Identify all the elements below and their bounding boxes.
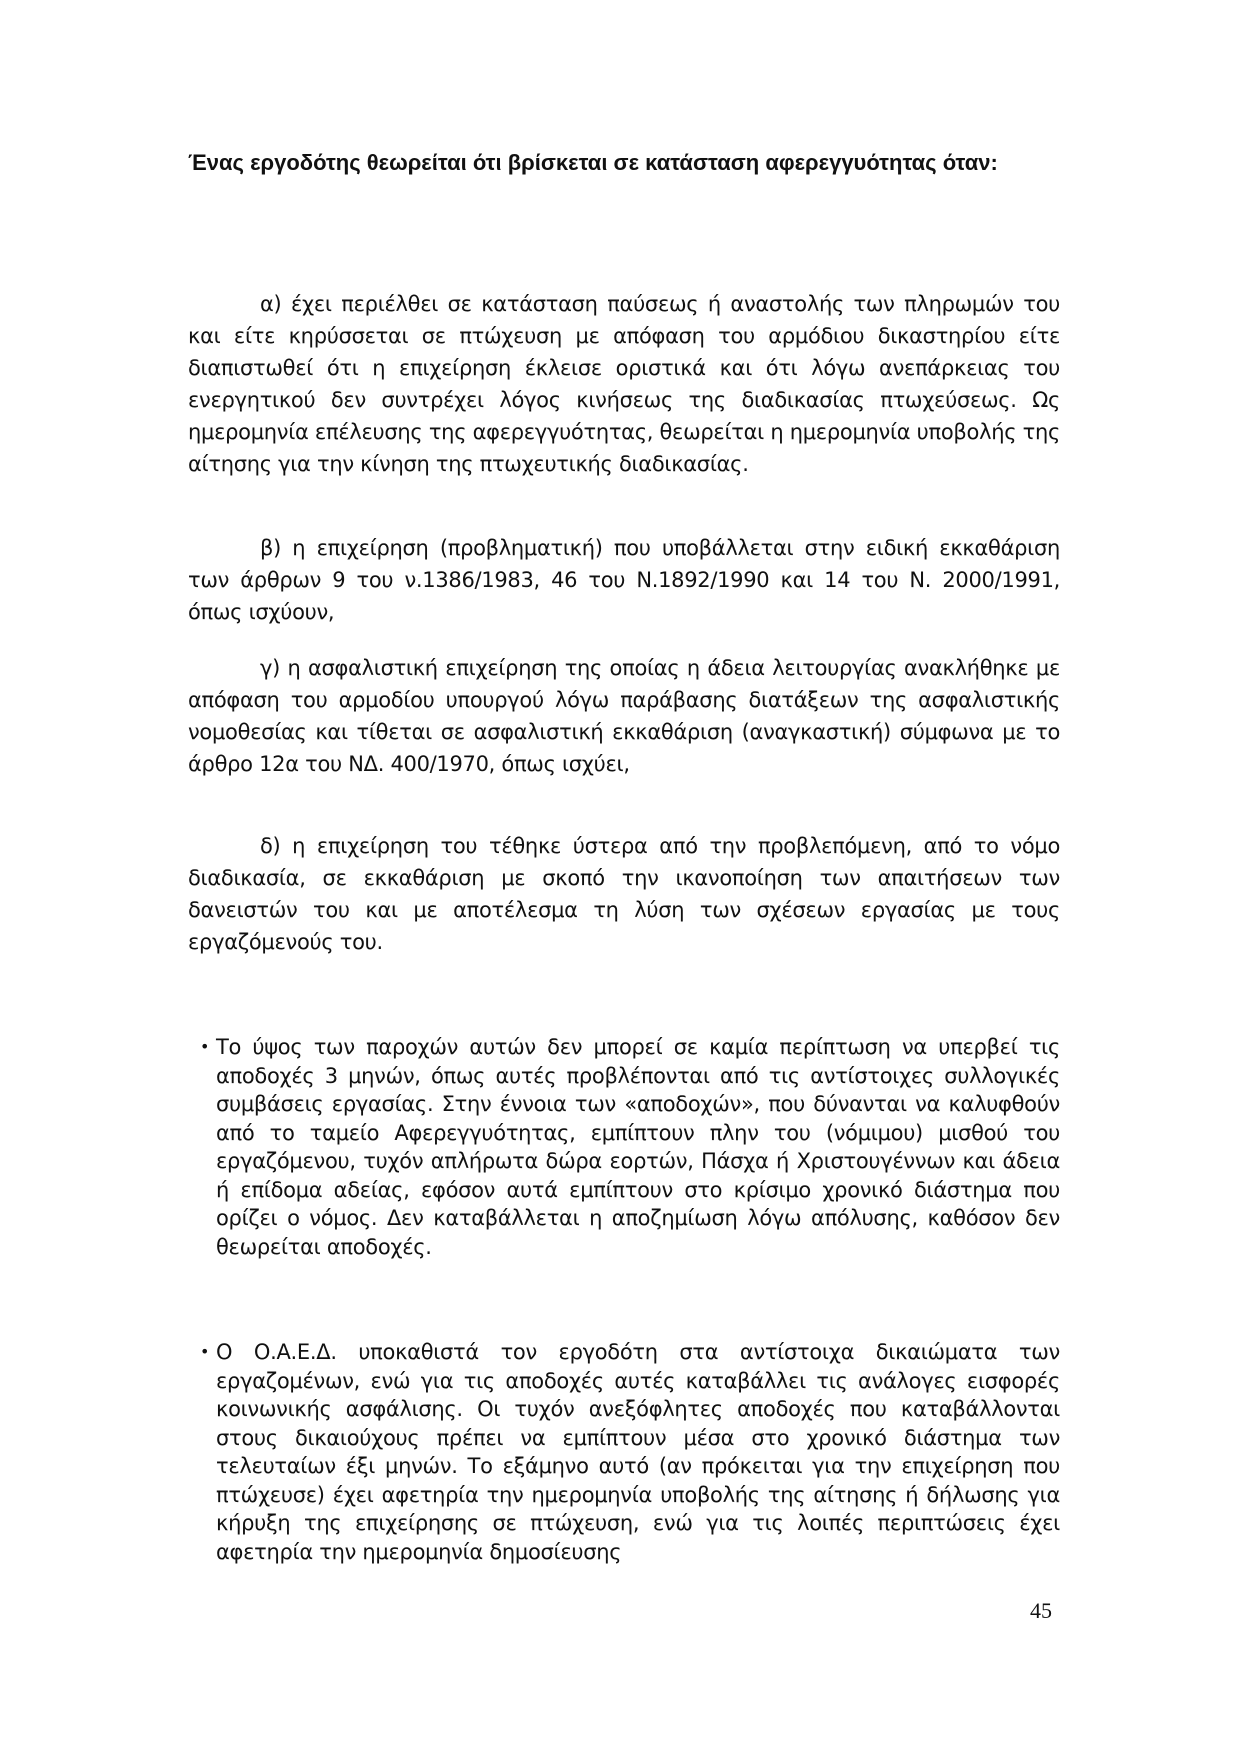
bullet-icon: • xyxy=(200,1037,210,1056)
paragraph-text: η επιχείρηση του τέθηκε ύστερα από την προβλεπόμενη, από το νόμο διαδικασία, σε εκκαθάριση με σκοπό την ικανοποίηση των απαιτήσεων των δανειστών του και με αποτέλεσμα τη λύση των σχέσεων εργασίας με τους εργαζόμενούς του. xyxy=(188,834,1060,954)
bullet-list xyxy=(200,1338,1060,1566)
bullet-item xyxy=(200,1338,1060,1566)
page-number: 45 xyxy=(1030,1598,1052,1623)
section-heading: Ένας εργοδότης θεωρείται ότι βρίσκεται σε κατάσταση αφερεγγυότητας όταν: xyxy=(188,150,998,175)
paragraph-a xyxy=(188,288,1060,480)
paragraph-c xyxy=(188,652,1060,780)
bullet-text: Το ύψος των παροχών αυτών δεν μπορεί σε καμία περίπτωση να υπερβεί τις αποδοχές 3 μηνών, όπως αυτές προβλέπονται από τις αντίστοιχες συλλογικές συμβάσεις εργασίας. Στην έννοια των «αποδοχών», που δύνανται να καλυφθούν από το ταμείο Αφερεγγυότητας, εμπίπτουν πλην του (νόμιμου) μισθού του εργαζόμενου, τυχόν απλήρωτα δώρα εορτών, Πάσχα ή Χριστουγέννων και άδεια ή επίδομα αδείας, εφόσον αυτά εμπίπτουν στο κρίσιμο χρονικό διάστημα που ορίζει ο νόμος. Δεν καταβάλλεται η αποζημίωση λόγω απόλυσης, καθόσον δεν θεωρείται αποδοχές. xyxy=(216,1035,1060,1259)
paragraph-label: β) xyxy=(260,536,281,560)
bullet-item xyxy=(200,1033,1060,1261)
bullet-list xyxy=(200,1033,1060,1261)
paragraph-text: η ασφαλιστική επιχείρηση της οποίας η άδεια λειτουργίας ανακλήθηκε με απόφαση του αρμοδίου υπουργού λόγω παράβασης διατάξεων της ασφαλιστικής νομοθεσίας και τίθεται σε ασφαλιστική εκκαθάριση (αναγκαστική) σύμφωνα με το άρθρο 12α του ΝΔ. 400/1970, όπως ισχύει, xyxy=(188,656,1060,776)
paragraph-label: δ) xyxy=(260,834,281,858)
paragraph-b xyxy=(188,532,1060,628)
paragraph-label: γ) xyxy=(260,656,281,680)
paragraph-d xyxy=(188,830,1060,958)
paragraph-text: έχει περιέλθει σε κατάσταση παύσεως ή αναστολής των πληρωμών του και είτε κηρύσσεται σε πτώχευση με απόφαση του αρμόδιου δικαστηρίου είτε διαπιστωθεί ότι η επιχείρηση έκλεισε οριστικά και ότι λόγω ανεπάρκειας του ενεργητικού δεν συντρέχει λόγος κινήσεως της διαδικασίας πτωχεύσεως. Ως ημερομηνία επέλευσης της αφερεγγυότητας, θεωρείται η ημερομηνία υποβολής της αίτησης για την κίνηση της πτωχευτικής διαδικασίας. xyxy=(188,292,1060,476)
paragraph-text: η επιχείρηση (προβληματική) που υποβάλλεται στην ειδική εκκαθάριση των άρθρων 9 του ν.1386/1983, 46 του Ν.1892/1990 και 14 του Ν. 2000/1991, όπως ισχύουν, xyxy=(188,536,1060,624)
paragraph-label: α) xyxy=(260,292,282,316)
bullet-icon: • xyxy=(200,1342,210,1361)
bullet-text: Ο Ο.Α.Ε.Δ. υποκαθιστά τον εργοδότη στα αντίστοιχα δικαιώματα των εργαζομένων, ενώ για τις αποδοχές αυτές καταβάλλει τις ανάλογες εισφορές κοινωνικής ασφάλισης. Οι τυχόν ανεξόφλητες αποδοχές που καταβάλλονται στους δικαιούχους πρέπει να εμπίπτουν μέσα στο χρονικό διάστημα των τελευταίων έξι μηνών. Το εξάμηνο αυτό (αν πρόκειται για την επιχείρηση που πτώχευσε) έχει αφετηρία την ημερομηνία υποβολής της αίτησης ή δήλωσης για κήρυξη της επιχείρησης σε πτώχευση, ενώ για τις λοιπές περιπτώσεις έχει αφετηρία την ημερομηνία δημοσίευσης xyxy=(216,1340,1060,1564)
